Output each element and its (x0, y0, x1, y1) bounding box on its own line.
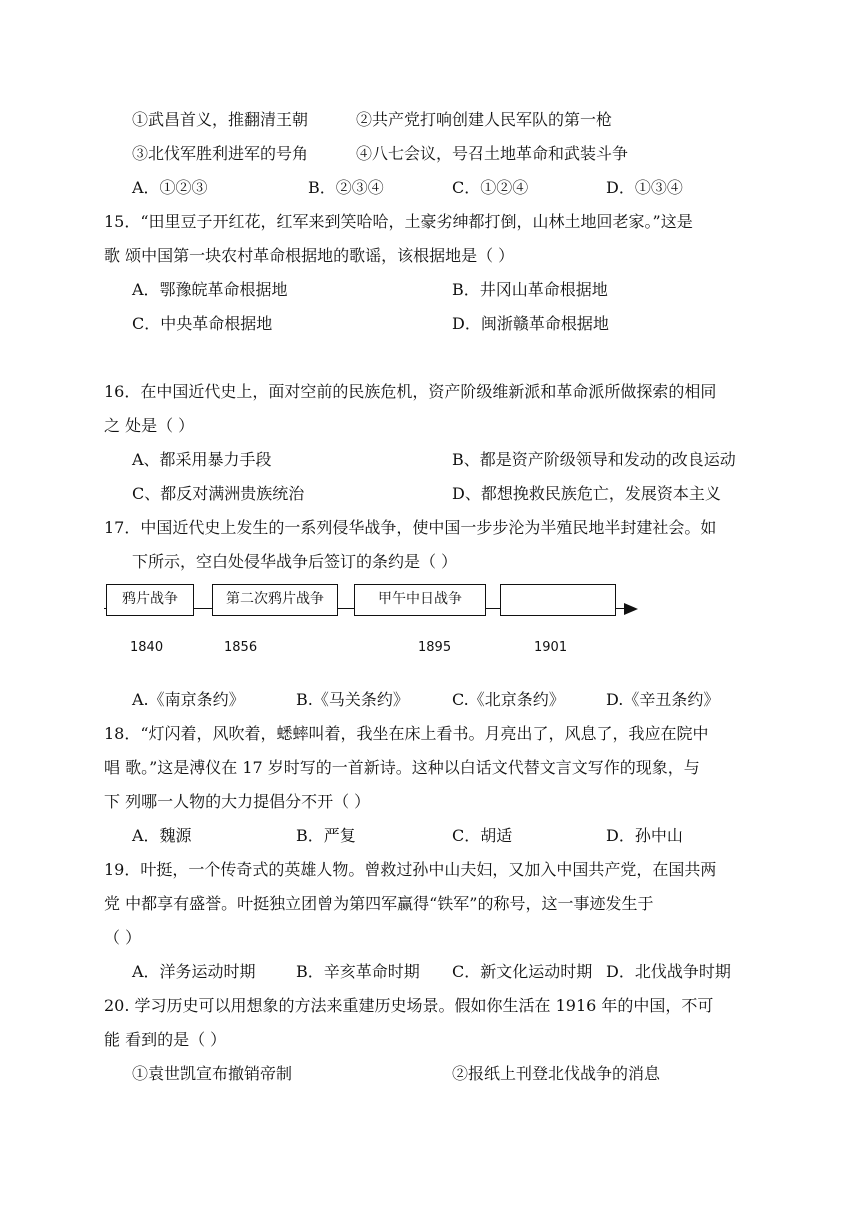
q16-option-a: A、都采用暴力手段 (132, 450, 272, 469)
q14-item-3: ③北伐军胜利进军的号角 (132, 144, 309, 163)
q14-item-4: ④八七会议，号召土地革命和武装斗争 (356, 144, 629, 163)
q20-item-1: ①袁世凯宣布撤销帝制 (132, 1064, 293, 1083)
q18-option-c: C．胡适 (452, 826, 513, 845)
q19-option-d: D．北伐战争时期 (606, 962, 731, 981)
q14-option-a: A．①②③ (132, 178, 208, 197)
timeline-box-blank (500, 584, 616, 616)
q14-option-c: C．①②④ (452, 178, 529, 197)
q19-stem-line3: （ ） (104, 928, 142, 947)
q15-option-a: A．鄂豫皖革命根据地 (132, 280, 288, 299)
q17-timeline (104, 582, 644, 672)
q17-option-d: D.《辛丑条约》 (606, 690, 720, 709)
timeline-box-second-opium-war: 第二次鸦片战争 (212, 584, 338, 616)
q17-option-b: B.《马关条约》 (296, 690, 409, 709)
timeline-year-1901: 1901 (534, 640, 568, 655)
q17-option-a: A.《南京条约》 (132, 690, 245, 709)
q16-option-c: C、都反对满洲贵族统治 (132, 484, 305, 503)
q18-option-d: D．孙中山 (606, 826, 683, 845)
q18-stem-line1: 18．“灯闪着，风吹着，蟋蟀叫着，我坐在床上看书。月亮出了，风息了，我应在院中 (104, 724, 709, 743)
q19-stem-line1: 19．叶挺，一个传奇式的英雄人物。曾救过孙中山夫妇，又加入中国共产党，在国共两 (104, 860, 717, 879)
q20-stem-line2: 能 看到的是（ ） (104, 1030, 227, 1049)
q16-option-b: B、都是资产阶级领导和发动的改良运动 (452, 450, 736, 469)
timeline-box-opium-war: 鸦片战争 (106, 584, 194, 616)
timeline-arrow-icon (624, 603, 638, 615)
q15-stem-line1: 15．“田里豆子开红花，红军来到笑哈哈，土豪劣绅都打倒，山林土地回老家。”这是 (104, 212, 693, 231)
q20-item-2: ②报纸上刊登北伐战争的消息 (452, 1064, 661, 1083)
q17-stem-line2: 下所示，空白处侵华战争后签订的条约是（ ） (132, 552, 458, 571)
timeline-box-sino-japanese-war: 甲午中日战争 (354, 584, 486, 616)
q19-option-a: A．洋务运动时期 (132, 962, 256, 981)
timeline-year-1856: 1856 (224, 640, 258, 655)
q14-item-2: ②共产党打响创建人民军队的第一枪 (356, 110, 613, 129)
q16-stem-line2: 之 处是（ ） (104, 416, 195, 435)
q17-stem-line1: 17．中国近代史上发生的一系列侵华战争，使中国一步步沦为半殖民地半封建社会。如 (104, 518, 717, 537)
q14-option-b: B．②③④ (308, 178, 384, 197)
q18-stem-line2: 唱 歌。”这是溥仪在 17 岁时写的一首新诗。这种以白话文代替文言文写作的现象，与 (104, 758, 700, 777)
q15-option-b: B．井冈山革命根据地 (452, 280, 608, 299)
q18-option-a: A．魏源 (132, 826, 192, 845)
q15-stem-line2: 歌 颂中国第一块农村革命根据地的歌谣，该根据地是（ ） (104, 246, 515, 265)
q17-option-c: C.《北京条约》 (452, 690, 565, 709)
timeline-year-1895: 1895 (418, 640, 452, 655)
q19-stem-line2: 党 中都享有盛誉。叶挺独立团曾为第四军赢得“铁军”的称号，这一事迹发生于 (104, 894, 654, 913)
timeline-year-1840: 1840 (130, 640, 164, 655)
q14-option-d: D．①③④ (606, 178, 683, 197)
q18-stem-line3: 下 列哪一人物的大力提倡分不开（ ） (104, 792, 371, 811)
q14-item-1: ①武昌首义，推翻清王朝 (132, 110, 309, 129)
q18-option-b: B．严复 (296, 826, 356, 845)
q16-option-d: D、都想挽救民族危亡，发展资本主义 (452, 484, 721, 503)
q15-option-d: D．闽浙赣革命根据地 (452, 314, 609, 333)
q19-option-b: B．辛亥革命时期 (296, 962, 420, 981)
q20-stem-line1: 20. 学习历史可以用想象的方法来重建历史场景。假如你生活在 1916 年的中国，不可 (104, 996, 714, 1015)
q16-stem-line1: 16．在中国近代史上，面对空前的民族危机，资产阶级维新派和革命派所做探索的相同 (104, 382, 717, 401)
q15-option-c: C．中央革命根据地 (132, 314, 273, 333)
q19-option-c: C．新文化运动时期 (452, 962, 593, 981)
